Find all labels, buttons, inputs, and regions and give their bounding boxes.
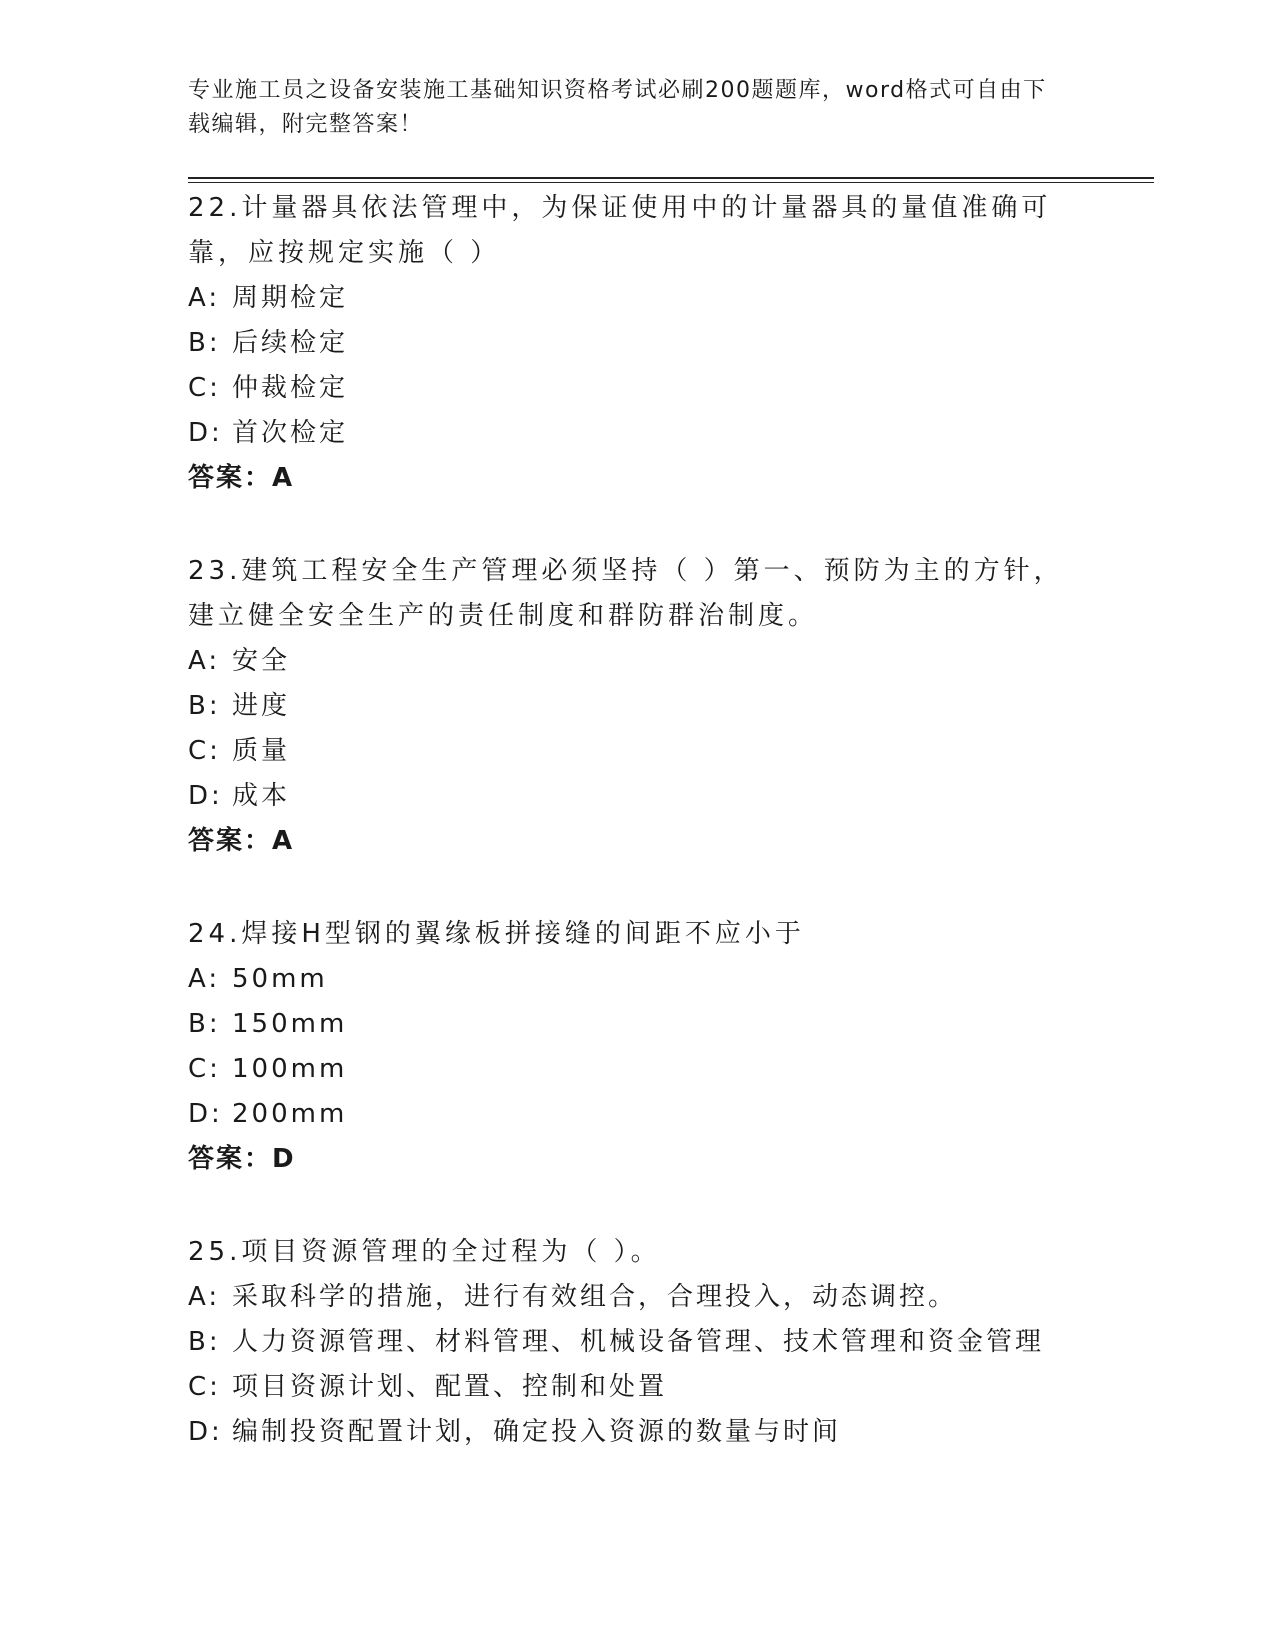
option-text: 采取科学的措施，进行有效组合，合理投入，动态调控。 bbox=[232, 1282, 958, 1312]
option-text: 成本 bbox=[232, 781, 291, 811]
question-24 bbox=[188, 912, 1068, 1182]
option-b bbox=[188, 1002, 1068, 1047]
option-b bbox=[188, 684, 1068, 729]
option-text: 质量 bbox=[232, 736, 291, 766]
option-text: 仲裁检定 bbox=[232, 373, 349, 403]
option-d bbox=[188, 774, 1068, 819]
question-stem: 22.计量器具依法管理中，为保证使用中的计量器具的量值准确可靠，应按规定实施（ ） bbox=[188, 193, 1052, 268]
question-stem: 23.建筑工程安全生产管理必须坚持（ ）第一、预防为主的方针，建立健全安全生产的责任制度和群防群治制度。 bbox=[188, 556, 1064, 631]
option-letter: B: bbox=[188, 1009, 221, 1039]
option-d bbox=[188, 411, 1068, 456]
option-b bbox=[188, 1320, 1068, 1365]
option-c bbox=[188, 1047, 1068, 1092]
option-text: 安全 bbox=[232, 646, 291, 676]
option-letter: C: bbox=[188, 373, 221, 403]
question-25 bbox=[188, 1230, 1068, 1455]
question-list bbox=[188, 186, 1068, 1503]
option-a bbox=[188, 957, 1068, 1002]
question-23 bbox=[188, 549, 1068, 864]
option-letter: B: bbox=[188, 328, 221, 358]
option-text: 编制投资配置计划，确定投入资源的数量与时间 bbox=[232, 1417, 842, 1447]
option-letter: B: bbox=[188, 691, 221, 721]
option-d bbox=[188, 1092, 1068, 1137]
option-a bbox=[188, 276, 1068, 321]
option-text: 50mm bbox=[232, 964, 328, 994]
option-letter: C: bbox=[188, 736, 221, 766]
answer-line: 答案：A bbox=[188, 826, 295, 856]
option-c bbox=[188, 366, 1068, 411]
option-text: 项目资源计划、配置、控制和处置 bbox=[232, 1372, 668, 1402]
option-text: 200mm bbox=[232, 1099, 348, 1129]
option-letter: D: bbox=[188, 781, 223, 811]
option-letter: A: bbox=[188, 1282, 221, 1312]
option-a bbox=[188, 1275, 1068, 1320]
question-stem: 24.焊接H型钢的翼缘板拼接缝的间距不应小于 bbox=[188, 919, 805, 949]
option-letter: B: bbox=[188, 1327, 221, 1357]
header-rule-thin bbox=[188, 182, 1154, 183]
option-letter: D: bbox=[188, 418, 223, 448]
option-letter: A: bbox=[188, 646, 221, 676]
answer-line: 答案：A bbox=[188, 463, 295, 493]
option-letter: A: bbox=[188, 283, 221, 313]
option-text: 进度 bbox=[232, 691, 291, 721]
option-letter: C: bbox=[188, 1054, 221, 1084]
option-b bbox=[188, 321, 1068, 366]
option-a bbox=[188, 639, 1068, 684]
question-stem: 25.项目资源管理的全过程为（ ）。 bbox=[188, 1237, 661, 1267]
option-text: 150mm bbox=[232, 1009, 348, 1039]
option-text: 首次检定 bbox=[232, 418, 349, 448]
option-letter: D: bbox=[188, 1417, 223, 1447]
document-header: 专业施工员之设备安装施工基础知识资格考试必刷200题题库，word格式可自由下载编辑，附完整答案！ bbox=[188, 78, 1047, 137]
header-rule-thick bbox=[188, 177, 1154, 179]
option-letter: C: bbox=[188, 1372, 221, 1402]
option-text: 100mm bbox=[232, 1054, 348, 1084]
option-text: 人力资源管理、材料管理、机械设备管理、技术管理和资金管理 bbox=[232, 1327, 1045, 1357]
answer-line: 答案：D bbox=[188, 1144, 296, 1174]
option-text: 后续检定 bbox=[232, 328, 349, 358]
option-d bbox=[188, 1410, 1068, 1455]
question-22 bbox=[188, 186, 1068, 501]
option-letter: A: bbox=[188, 964, 221, 994]
option-text: 周期检定 bbox=[232, 283, 349, 313]
option-c bbox=[188, 1365, 1068, 1410]
option-c bbox=[188, 729, 1068, 774]
option-letter: D: bbox=[188, 1099, 223, 1129]
